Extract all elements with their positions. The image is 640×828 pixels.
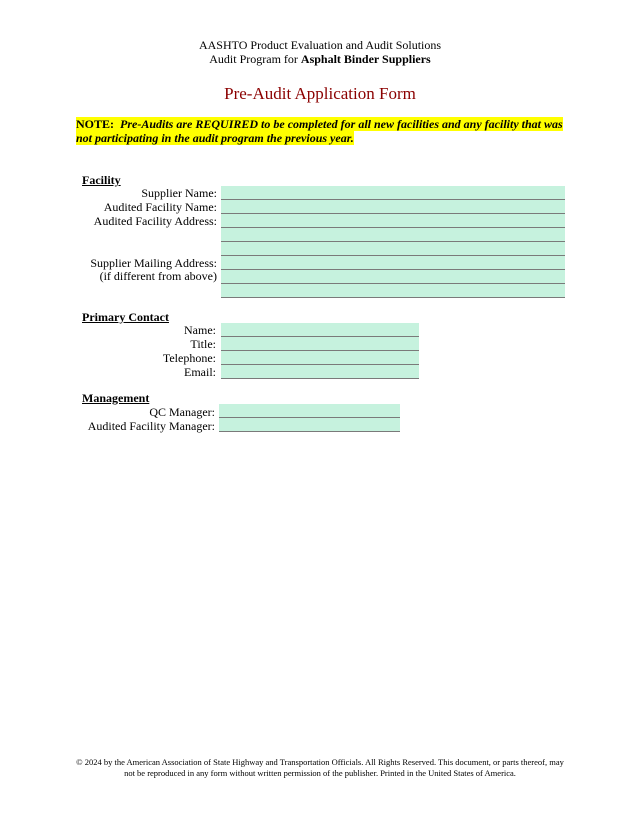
supplier-mailing-address-line2-field[interactable] xyxy=(221,270,565,284)
audited-facility-name-field[interactable] xyxy=(221,200,565,214)
copyright-footer: © 2024 by the American Association of State Highway and Transportation Officials. All Rights Reserved. This document, or parts thereof, may not be reproduced in any form without written permission of the publisher. Printed in the United States of America. xyxy=(76,757,564,778)
primary-contact-section-title: Primary Contact xyxy=(82,310,169,324)
note-lead: NOTE: xyxy=(76,117,115,131)
header-program xyxy=(0,52,640,66)
supplier-mailing-address-line1-field[interactable] xyxy=(221,256,565,270)
form-title: Pre-Audit Application Form xyxy=(224,84,416,103)
contact-email-label: Email: xyxy=(184,365,216,379)
note-paragraph xyxy=(76,117,568,145)
note-text: Pre-Audits are REQUIRED to be completed for all new facilities and any facility that was not participating in the audit program the previous year. xyxy=(76,117,563,145)
if-different-label: (if different from above) xyxy=(99,269,217,283)
audited-facility-manager-label: Audited Facility Manager: xyxy=(87,419,215,433)
header-organization: AASHTO Product Evaluation and Audit Solutions xyxy=(198,38,442,52)
contact-title-label: Title: xyxy=(190,337,216,351)
audited-facility-address-line2-field[interactable] xyxy=(221,228,565,242)
audited-facility-name-label: Audited Facility Name: xyxy=(103,200,217,214)
qc-manager-field[interactable] xyxy=(219,404,400,418)
management-section-title: Management xyxy=(82,391,150,405)
contact-email-field[interactable] xyxy=(221,365,419,379)
supplier-name-field[interactable] xyxy=(221,186,565,200)
facility-section-title: Facility xyxy=(82,173,121,187)
supplier-name-label: Supplier Name: xyxy=(141,186,217,200)
audited-facility-address-label: Audited Facility Address: xyxy=(93,214,217,228)
contact-title-field[interactable] xyxy=(221,337,419,351)
header-program-prefix: Audit Program for xyxy=(209,52,301,66)
contact-name-field[interactable] xyxy=(221,323,419,337)
audited-facility-manager-field[interactable] xyxy=(219,418,400,432)
supplier-mailing-address-line3-field[interactable] xyxy=(221,284,565,298)
supplier-mailing-address-label: Supplier Mailing Address: xyxy=(90,256,217,270)
audited-facility-address-line3-field[interactable] xyxy=(221,242,565,256)
header-program-name: Asphalt Binder Suppliers xyxy=(300,52,431,66)
audited-facility-address-line1-field[interactable] xyxy=(221,214,565,228)
qc-manager-label: QC Manager: xyxy=(149,405,215,419)
contact-telephone-label: Telephone: xyxy=(162,351,216,365)
contact-name-label: Name: xyxy=(184,323,216,337)
contact-telephone-field[interactable] xyxy=(221,351,419,365)
